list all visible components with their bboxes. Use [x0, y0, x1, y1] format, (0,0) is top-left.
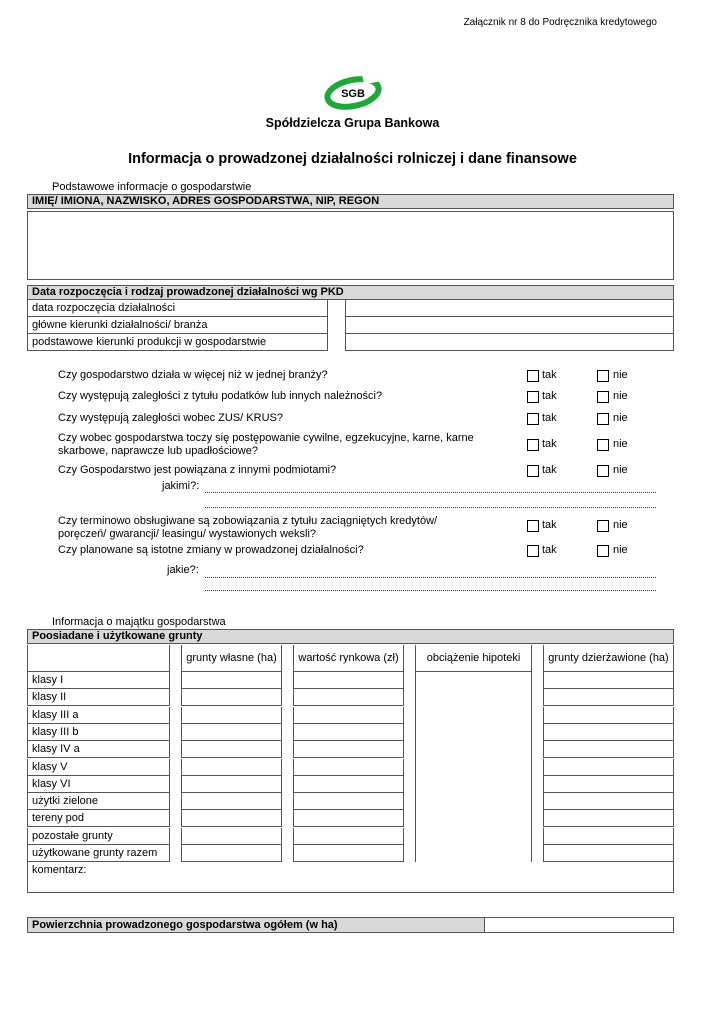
land-cell-input[interactable]: [181, 759, 282, 776]
land-cell-input[interactable]: [543, 672, 674, 689]
land-header: Poosiadane i użytkowane grunty: [27, 629, 674, 644]
land-cell-input[interactable]: [293, 707, 404, 724]
yes-checkbox[interactable]: [527, 439, 539, 451]
land-cell-input[interactable]: [293, 759, 404, 776]
total-area-input[interactable]: [481, 918, 673, 932]
mortgage-column-input[interactable]: [415, 672, 532, 862]
land-row-label: użytki zielone: [27, 793, 170, 810]
which-label: jakimi?:: [162, 480, 200, 492]
land-row-label: klasy III b: [27, 724, 170, 741]
no-checkbox[interactable]: [597, 413, 609, 425]
no-checkbox[interactable]: [597, 520, 609, 532]
land-row-label: klasy VI: [27, 776, 170, 793]
no-checkbox[interactable]: [597, 370, 609, 382]
id-input[interactable]: [27, 211, 674, 280]
total-area-label: Powierzchnia prowadzonego gospodarstwa ogółem (w ha): [28, 918, 485, 932]
svg-text:SGB: SGB: [341, 88, 365, 100]
no-checkbox[interactable]: [597, 391, 609, 403]
what-input[interactable]: [205, 577, 656, 578]
start-date-label: data rozpoczęcia działalności: [27, 300, 328, 317]
yes-label: tak: [542, 438, 557, 450]
land-cell-input[interactable]: [293, 672, 404, 689]
land-cell-input[interactable]: [543, 741, 674, 758]
yes-checkbox[interactable]: [527, 520, 539, 532]
industry-label: główne kierunki działalności/ branża: [27, 317, 328, 334]
land-cell-input[interactable]: [181, 741, 282, 758]
land-column-header: wartość rynkowa (zł): [293, 645, 404, 672]
land-cell-input[interactable]: [543, 810, 674, 827]
yes-label: tak: [542, 412, 557, 424]
land-row-label: tereny pod: [27, 810, 170, 827]
question-7: Czy planowane są istotne zmiany w prowadzonej działalności?: [58, 544, 364, 556]
bank-name: Spółdzielcza Grupa Bankowa: [265, 116, 440, 130]
land-cell-input[interactable]: [543, 828, 674, 845]
assets-section-label: Informacja o majątku gospodarstwa: [52, 616, 226, 628]
land-cell-input[interactable]: [293, 689, 404, 706]
land-column-header: obciążenie hipoteki: [415, 645, 532, 672]
no-label: nie: [613, 464, 628, 476]
question-3: Czy występują zaległości wobec ZUS/ KRUS?: [58, 412, 283, 424]
what-label: jakie?:: [167, 564, 199, 576]
land-cell-input[interactable]: [543, 776, 674, 793]
no-label: nie: [613, 412, 628, 424]
yes-checkbox[interactable]: [527, 370, 539, 382]
which-input-line2[interactable]: [205, 507, 656, 508]
what-input-line2[interactable]: [205, 590, 656, 591]
land-cell-input[interactable]: [181, 672, 282, 689]
land-cell-input[interactable]: [181, 828, 282, 845]
sgb-logo-icon: [323, 72, 383, 112]
yes-checkbox[interactable]: [527, 545, 539, 557]
no-label: nie: [613, 544, 628, 556]
land-row-label: klasy III a: [27, 707, 170, 724]
land-cell-input[interactable]: [181, 724, 282, 741]
land-cell-input[interactable]: [181, 776, 282, 793]
yes-label: tak: [542, 544, 557, 556]
no-label: nie: [613, 519, 628, 531]
land-column-header: grunty własne (ha): [181, 645, 282, 672]
question-4: Czy wobec gospodarstwa toczy się postępowanie cywilne, egzekucyjne, karne, karne skarbowe, naprawcze lub upadłościowe?: [58, 432, 474, 457]
land-cell-input[interactable]: [293, 776, 404, 793]
question-6: Czy terminowo obsługiwane są zobowiązania z tytułu zaciągniętych kredytów/ poręczeń/ gwarancji/ leasingu/ wystawionych weksli?: [58, 515, 438, 540]
industry-input[interactable]: [345, 317, 674, 334]
start-date-input[interactable]: [345, 300, 674, 317]
land-cell-input[interactable]: [543, 707, 674, 724]
land-cell-input[interactable]: [293, 741, 404, 758]
which-input[interactable]: [205, 492, 656, 493]
land-cell-input[interactable]: [181, 689, 282, 706]
question-2: Czy występują zaległości z tytułu podatków lub innych należności?: [58, 390, 383, 402]
yes-checkbox[interactable]: [527, 391, 539, 403]
land-cell-input[interactable]: [181, 845, 282, 862]
total-area-row: [27, 917, 674, 933]
question-5: Czy Gospodarstwo jest powiązana z innymi podmiotami?: [58, 464, 337, 476]
production-input[interactable]: [345, 334, 674, 351]
id-header: IMIĘ/ IMIONA, NAZWISKO, ADRES GOSPODARSTWA, NIP, REGON: [27, 194, 674, 209]
no-checkbox[interactable]: [597, 545, 609, 557]
land-cell-input[interactable]: [543, 724, 674, 741]
question-1: Czy gospodarstwo działa w więcej niż w jednej branży?: [58, 369, 328, 381]
land-cell-input[interactable]: [293, 810, 404, 827]
land-row-label: klasy IV a: [27, 741, 170, 758]
yes-label: tak: [542, 519, 557, 531]
land-cell-input[interactable]: [181, 810, 282, 827]
no-label: nie: [613, 369, 628, 381]
production-label: podstawowe kierunki produkcji w gospodarstwie: [27, 334, 328, 351]
pkd-header: Data rozpoczęcia i rodzaj prowadzonej działalności wg PKD: [27, 285, 674, 300]
land-cell-input[interactable]: [293, 845, 404, 862]
land-cell-input[interactable]: [293, 724, 404, 741]
land-row-label: klasy I: [27, 672, 170, 689]
land-cell-input[interactable]: [543, 845, 674, 862]
no-checkbox[interactable]: [597, 465, 609, 477]
land-row-label: użytkowane grunty razem: [27, 845, 170, 862]
land-corner-cell: [27, 645, 170, 672]
land-cell-input[interactable]: [543, 793, 674, 810]
land-cell-input[interactable]: [181, 793, 282, 810]
basic-section-label: Podstawowe informacje o gospodarstwie: [52, 181, 252, 193]
land-row-label: pozostałe grunty: [27, 828, 170, 845]
land-cell-input[interactable]: [293, 828, 404, 845]
land-cell-input[interactable]: [293, 793, 404, 810]
comment-label: komentarz:: [32, 864, 87, 876]
page-title: Informacja o prowadzonej działalności rolniczej i dane finansowe: [128, 151, 577, 167]
yes-label: tak: [542, 464, 557, 476]
land-row-label: klasy V: [27, 759, 170, 776]
annex-note: Załącznik nr 8 do Podręcznika kredytowego: [463, 17, 657, 28]
land-cell-input[interactable]: [181, 707, 282, 724]
land-row-label: klasy II: [27, 689, 170, 706]
yes-label: tak: [542, 390, 557, 402]
land-cell-input[interactable]: [543, 689, 674, 706]
yes-checkbox[interactable]: [527, 413, 539, 425]
yes-label: tak: [542, 369, 557, 381]
no-label: nie: [613, 390, 628, 402]
land-cell-input[interactable]: [543, 759, 674, 776]
no-label: nie: [613, 438, 628, 450]
yes-checkbox[interactable]: [527, 465, 539, 477]
no-checkbox[interactable]: [597, 439, 609, 451]
comment-input[interactable]: [27, 862, 674, 893]
sgb-logo: [323, 72, 383, 115]
land-column-header: grunty dzierżawione (ha): [543, 645, 674, 672]
